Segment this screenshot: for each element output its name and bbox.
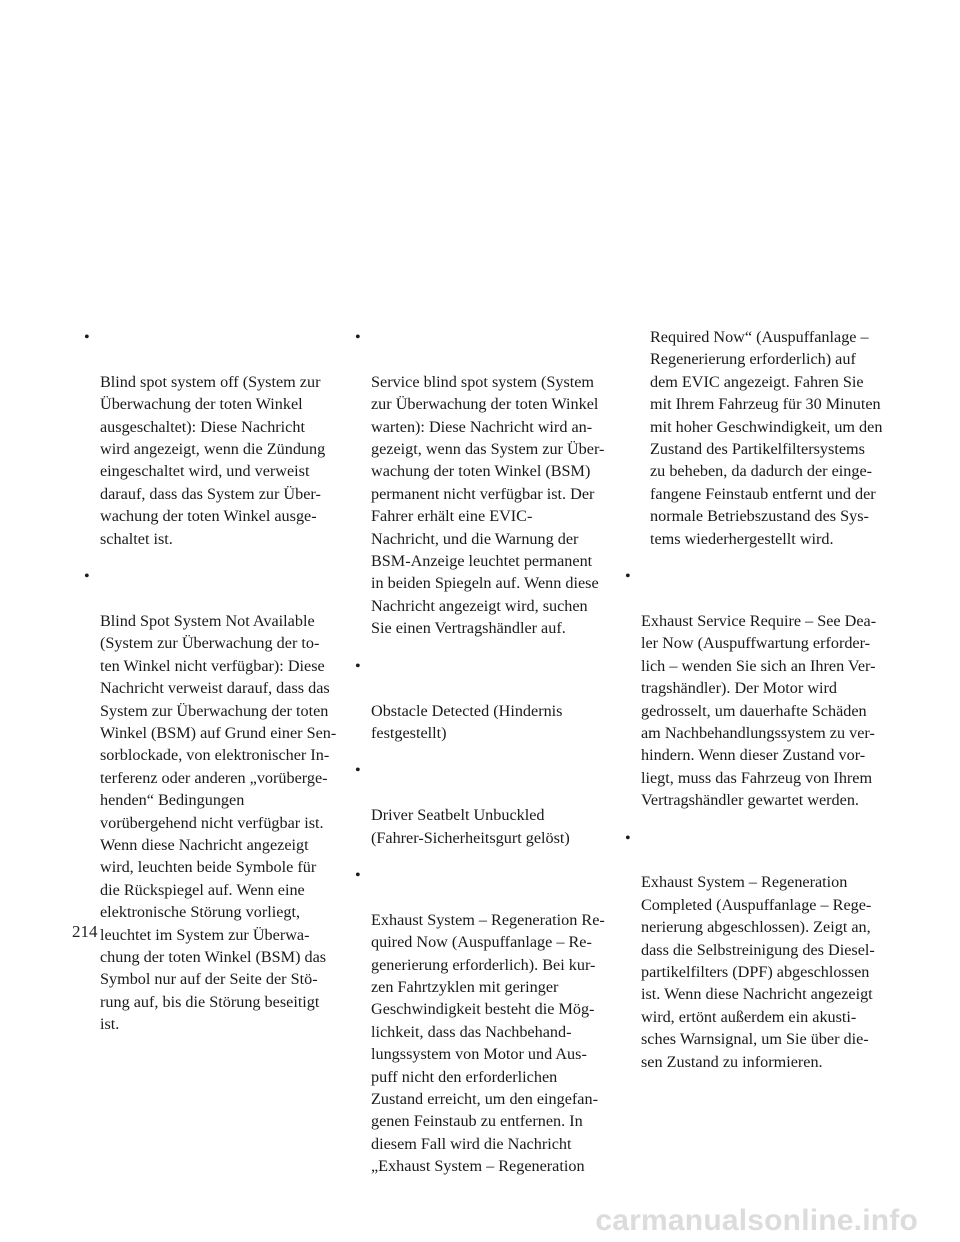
page-number: 214	[72, 922, 98, 941]
bullet-text: Exhaust Service Require – See Dea- ler Now (Auspuffwartung erforder- lich – wenden Sie sich an Ihren Ver- tragshändler). Der Motor wird gedrosselt, um dauerhafte Schäden am Nachbehandlungssystem zu ver- hindern. Wenn dieser Zustand vor- liegt, muss das Fahrzeug von Ihrem Vertragshändler gewartet werden.	[641, 611, 877, 810]
bullet-text: Obstacle Detected (Hindernis festgestellt)	[371, 701, 563, 742]
bullet-icon: •	[625, 567, 631, 586]
text-column-2	[355, 326, 619, 1193]
bullet-item	[355, 655, 619, 745]
bullet-text: Blind Spot System Not Available (System zur Überwachung der to- ten Winkel nicht verfügbar): Diese Nachricht verweist darauf, dass das System zur Überwachung der toten Winkel (BSM) auf Grund einer Sen- sorblockade, von elektronischer In- terferenz oder anderen „vorüberge- henden“ Bedingungen vorübergehend nicht verfügbar ist. Wenn diese Nachricht angezeigt wird, leuchten beide Symbole für die Rückspiegel auf. Wenn eine elektronische Störung vorliegt, leuchtet im System zur Überwa- chung der toten Winkel (BSM) das Symbol nur auf der Seite der Stö- rung auf, bis die Störung beseitigt ist.	[100, 611, 337, 1034]
continued-paragraph: Required Now“ (Auspuffanlage – Regenerierung erforderlich) auf dem EVIC angezeigt. Fahren Sie mit Ihrem Fahrzeug für 30 Minuten mit hoher Geschwindigkeit, um den Zustand des Partikelfiltersystems zu beheben, da dadurch der einge- fangene Feinstaub entfernt und der normale Betriebszustand des Sys- tems wiederhergestellt wird.	[650, 328, 883, 548]
bullet-item	[84, 565, 348, 1036]
bullet-icon: •	[625, 828, 631, 847]
bullet-item	[355, 759, 619, 849]
bullet-icon: •	[84, 328, 90, 346]
bullet-icon: •	[355, 865, 361, 884]
watermark-logo: carmanualsonline.info	[595, 1204, 918, 1237]
bullet-item	[625, 827, 889, 1073]
bullet-text: Exhaust System – Regeneration Re- quired Now (Auspuffanlage – Re- generierung erforderlich). Bei kur- zen Fahrtzyklen mit geringer Geschwindigkeit besteht die Mög- lichkeit, dass das Nachbehand- lungssystem von Motor und Aus- puff nicht den erforderlichen Zustand erreicht, um den eingefan- genen Feinstaub zu entfernen. In diesem Fall wird die Nachricht „Exhaust System – Regeneration	[371, 910, 605, 1176]
text-column-3	[625, 326, 889, 1088]
bullet-text: Blind spot system off (System zur Überwachung der toten Winkel ausgeschaltet): Diese Nachricht wird angezeigt, wenn die Zündung eingeschaltet wird, und verweist darauf, dass das System zur Über- wachung der toten Winkel ausge- schaltet ist.	[100, 372, 326, 548]
bullet-text: Driver Seatbelt Unbuckled (Fahrer-Sicherheitsgurt gelöst)	[371, 806, 570, 847]
bullet-icon: •	[355, 761, 361, 780]
bullet-item	[84, 326, 348, 550]
bullet-icon: •	[355, 656, 361, 675]
text-column-1	[84, 326, 348, 1051]
bullet-text: Service blind spot system (System zur Überwachung der toten Winkel warten): Diese Nachricht wird an- gezeigt, wenn das System zur Über- wachung der toten Winkel (BSM) permanent nicht verfügbar ist. Der Fahrer erhält eine EVIC- Nachricht, und die Warnung der BSM-Anzeige leuchtet permanent in beiden Spiegeln auf. Wenn diese Nachricht angezeigt wird, suchen Sie einen Vertragshändler auf.	[371, 372, 605, 638]
bullet-item	[355, 326, 619, 640]
bullet-item	[355, 864, 619, 1178]
bullet-item	[625, 565, 889, 811]
bullet-icon: •	[84, 567, 90, 586]
bullet-text: Exhaust System – Regeneration Completed (Auspuffanlage – Rege- nerierung abgeschlossen). Zeigt an, dass die Selbstreinigung des Diesel- partikelfilters (DPF) abgeschlossen ist. Wenn diese Nachricht angezeigt wird, ertönt außerdem ein akusti- sches Warnsignal, um Sie über die- sen Zustand zu informieren.	[641, 873, 875, 1071]
bullet-icon: •	[355, 328, 361, 346]
